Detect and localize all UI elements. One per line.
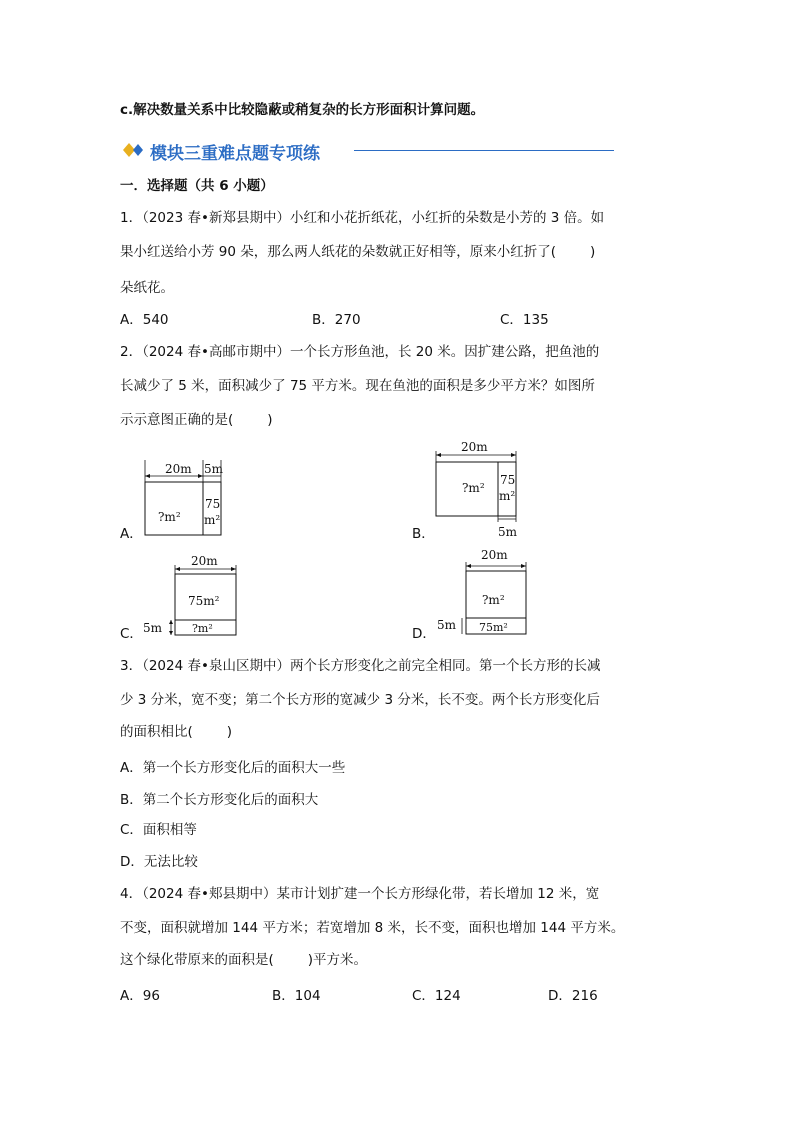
q3-line1: 3．（2024 春•泉山区期中）两个长方形变化之前完全相同。第一个长方形的长减: [120, 658, 601, 674]
q2-line3: [120, 410, 273, 430]
q4-option-c: C．124: [412, 988, 461, 1004]
q1-option-c: C．135: [500, 312, 549, 328]
q3-paren-close: ): [226, 724, 233, 740]
q2-option-b-label: B．: [412, 526, 435, 542]
fig-d-unknown-area: ?m²: [482, 593, 505, 607]
fig-a-area-bottom: m²: [204, 513, 221, 527]
q4-line3: [120, 950, 367, 970]
q1-line2: [120, 242, 595, 262]
q4-option-a: A．96: [120, 988, 160, 1004]
q3-option-c: C．面积相等: [120, 822, 197, 838]
fig-d-len20-label: 20m: [481, 548, 508, 562]
q4-line2: 不变，面积就增加 144 平方米；若宽增加 8 米，长不变，面积也增加 144 平方米。: [120, 920, 625, 936]
q2-figure-a: [138, 458, 230, 538]
fig-a-unknown-area: ?m²: [158, 510, 181, 524]
fig-a-len5-label: 5m: [204, 462, 224, 476]
q3-option-a: A．第一个长方形变化后的面积大一些: [120, 760, 346, 776]
q2-figure-d: [434, 544, 530, 638]
q1-option-a: A．540: [120, 312, 169, 328]
q3-line2: 少 3 分米，宽不变；第二个长方形的宽减少 3 分米，长不变。两个长方形变化后: [120, 692, 600, 708]
fig-a-len20-label: 20m: [165, 462, 192, 476]
module-divider: [354, 150, 614, 151]
fig-c-len5-label: 5m: [143, 621, 163, 635]
double-diamond-icon: [122, 140, 148, 160]
q2-line2: 长减少了 5 米，面积减少了 75 平方米。现在鱼池的面积是多少平方米？如图所: [120, 378, 595, 394]
module-title: 模块三重难点题专项练: [150, 144, 320, 164]
q2-figure-b: [432, 438, 522, 542]
q3-line3: [120, 722, 232, 742]
q2-option-d-label: D．: [412, 626, 436, 642]
fig-c-len20-label: 20m: [191, 554, 218, 568]
section-title: 一．选择题（共 6 小题）: [120, 178, 274, 194]
q3-option-d: D．无法比较: [120, 854, 198, 870]
q4-line1: 4．（2024 春•郏县期中）某市计划扩建一个长方形绿化带，若长增加 12 米，宽: [120, 886, 600, 902]
fig-c-unknown-area: ?m²: [192, 622, 213, 635]
fig-b-len5-label: 5m: [498, 525, 518, 539]
q3-option-b: B．第二个长方形变化后的面积大: [120, 792, 319, 808]
fig-b-unknown-area: ?m²: [462, 481, 485, 495]
fig-c-area75: 75m²: [188, 594, 220, 608]
q3-line3-text: 的面积相比(: [120, 724, 193, 740]
q1-line2-text: 果小红送给小芳 90 朵，那么两人纸花的朵数就正好相等，原来小红折了(: [120, 244, 557, 260]
q4-option-d: D．216: [548, 988, 598, 1004]
fig-a-area-top: 75: [205, 497, 221, 511]
fig-d-area75: 75m²: [479, 621, 508, 634]
intro-text: c.解决数量关系中比较隐蔽或稍复杂的长方形面积计算问题。: [120, 102, 485, 118]
fig-b-len20-label: 20m: [461, 440, 488, 454]
q2-paren-close: ): [267, 412, 273, 428]
q2-line3-text: 示示意图正确的是(: [120, 412, 234, 428]
q1-line1: 1．（2023 春•新郑县期中）小红和小花折纸花，小红折的朵数是小芳的 3 倍。如: [120, 210, 605, 226]
q4-line3-text: 这个绿化带原来的面积是(: [120, 952, 274, 968]
q2-figure-c: [140, 550, 242, 640]
q4-option-b: B．104: [272, 988, 321, 1004]
fig-b-area-top: 75: [500, 473, 516, 487]
q2-line1: 2．（2024 春•高邮市期中）一个长方形鱼池，长 20 米。因扩建公路，把鱼池的: [120, 344, 600, 360]
fig-d-len5-label: 5m: [437, 618, 457, 632]
q4-paren-close: )平方米。: [307, 952, 368, 968]
q2-option-a-label: A．: [120, 526, 143, 542]
fig-b-area-bottom: m²: [499, 489, 516, 503]
q2-option-c-label: C．: [120, 626, 143, 642]
q1-paren-close: ): [590, 244, 596, 260]
q1-option-b: B．270: [312, 312, 361, 328]
q1-line3: 朵纸花。: [120, 280, 174, 296]
